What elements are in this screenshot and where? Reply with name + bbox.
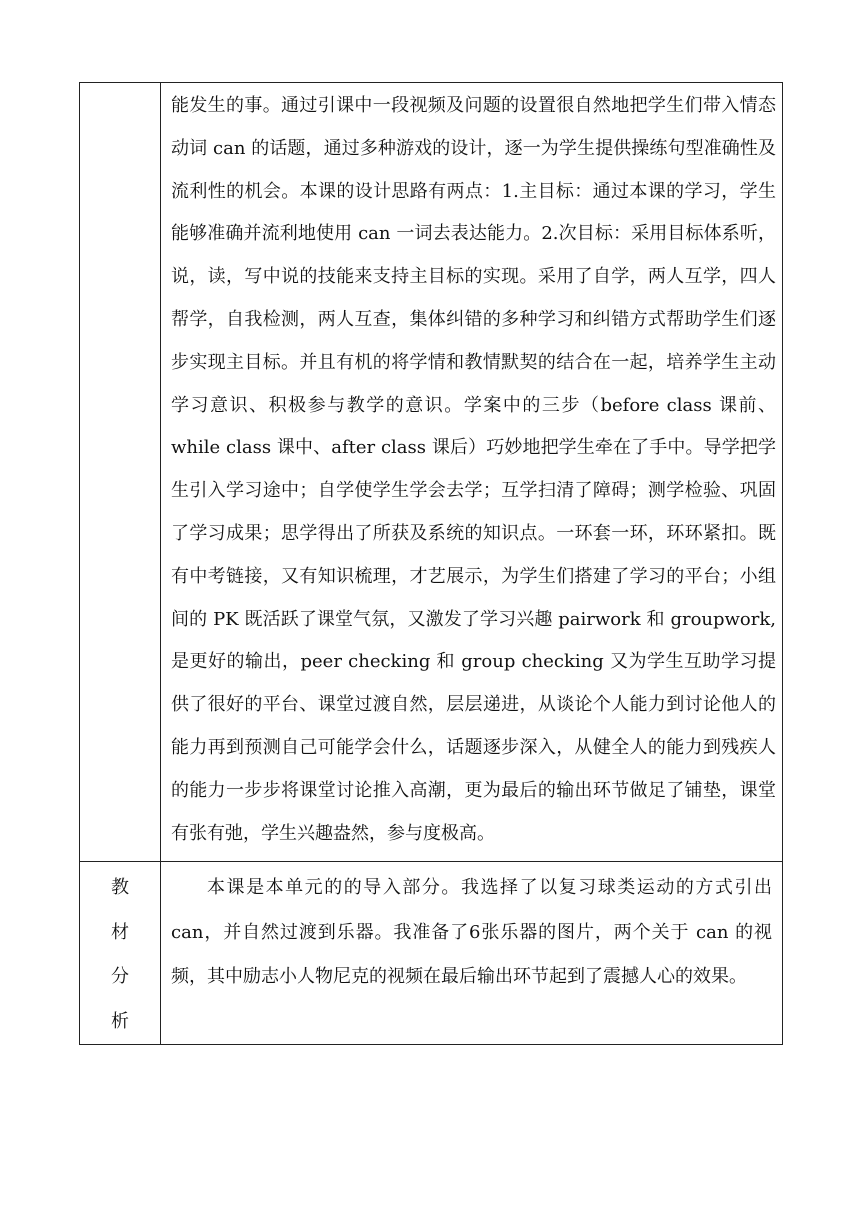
design-rationale-cell xyxy=(161,83,783,862)
label-char-2: 材 xyxy=(111,921,129,943)
table-row xyxy=(80,83,783,862)
lesson-plan-table xyxy=(79,82,783,1045)
label-char-3: 分 xyxy=(111,966,129,988)
label-char-4: 析 xyxy=(111,1010,129,1032)
design-rationale-text: 能发生的事。通过引课中一段视频及问题的设置很自然地把学生们带入情态动词 can 的话题，通过多种游戏的设计，逐一为学生提供操练句型准确性及流利性的机会。本课的设计思路有两点：1.主目标：通过本课的学习，学生能够准确并流利地使用 can 一词去表达能力。2.次目标：采用目标体系听，说，读，写中说的技能来支持主目标的实现。采用了自学，两人互学，四人帮学，自我检测，两人互查，集体纠错的多种学习和纠错方式帮助学生们逐步实现主目标。并且有机的将学情和教情默契的结合在一起，培养学生主动学习意识、积极参与教学的意识。学案中的三步（before class 课前、while class 课中、after class 课后）巧妙地把学生牵在了手中。导学把学生引入学习途中；自学使学生学会去学；互学扫清了障碍；测学检验、巩固了学习成果；思学得出了所获及系统的知识点。一环套一环，环环紧扣。既有中考链接，又有知识梳理，才艺展示，为学生们搭建了学习的平台；小组间的 PK 既活跃了课堂气氛，又激发了学习兴趣 pairwork 和 groupwork,是更好的输出，peer checking 和 group checking 又为学生互助学习提供了很好的平台、课堂过渡自然，层层递进，从谈论个人能力到讨论他人的能力再到预测自己可能学会什么，话题逐步深入，从健全人的能力到残疾人的能力一步步将课堂讨论推入高潮，更为最后的输出环节做足了铺垫，课堂有张有弛，学生兴趣盎然，参与度极高。 xyxy=(171,95,776,844)
row-label-cell-empty xyxy=(80,83,161,862)
textbook-analysis-cell xyxy=(161,862,783,1045)
textbook-analysis-text: 本课是本单元的的导入部分。我选择了以复习球类运动的方式引出can，并自然过渡到乐器。我准备了6张乐器的图片，两个关于 can 的视频，其中励志小人物尼克的视频在最后输出环节起到了震撼人心的效果。 xyxy=(171,877,773,988)
textbook-analysis-label-cell xyxy=(80,862,161,1045)
label-char-1: 教 xyxy=(111,877,129,899)
table-row xyxy=(80,862,783,1045)
